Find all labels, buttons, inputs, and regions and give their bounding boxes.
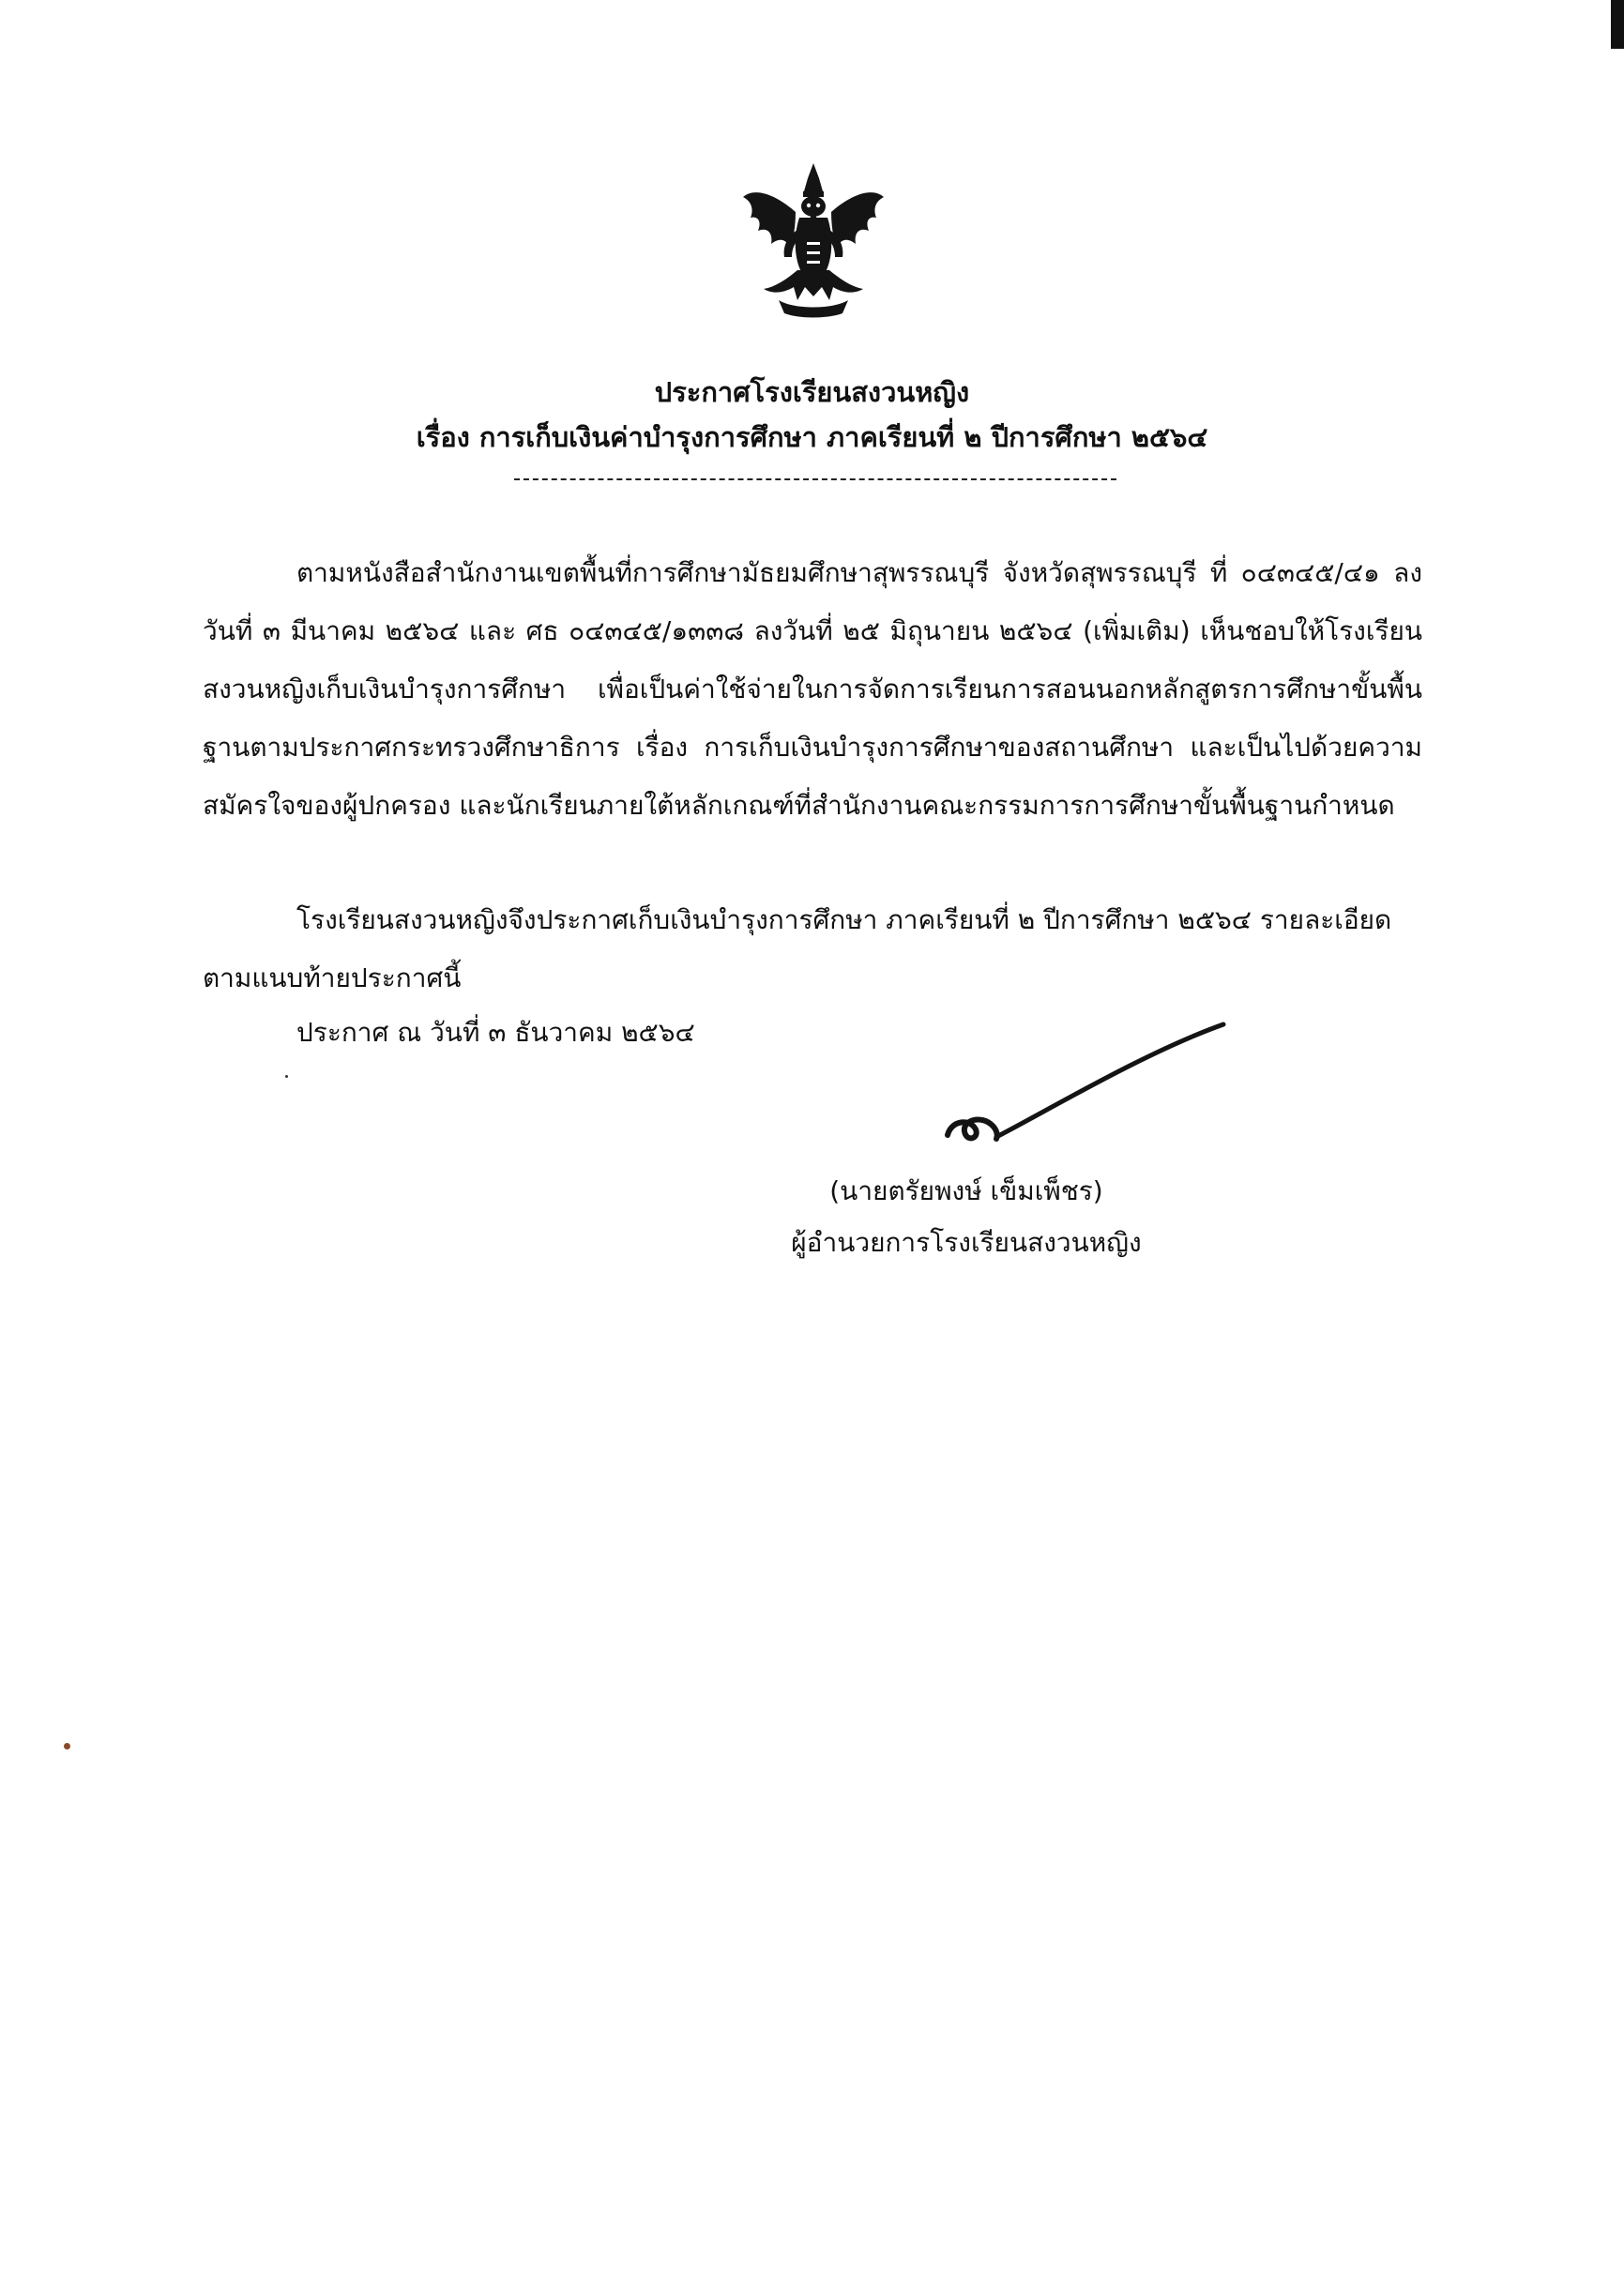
scan-speck [285, 1075, 288, 1078]
announce-date: ประกาศ ณ วันที่ ๓ ธันวาคม ๒๕๖๔ [296, 1017, 695, 1048]
garuda-emblem-icon [737, 159, 889, 321]
scan-edge-mark [1611, 0, 1624, 49]
scan-speck [64, 1743, 70, 1749]
announcement-title: ประกาศโรงเรียนสงวนหญิง [654, 376, 970, 408]
signatory-name: (นายตรัยพงษ์ เข็มเพ็ชร) [829, 1175, 1103, 1206]
body-paragraph-1: ตามหนังสือสำนักงานเขตพื้นที่การศึกษามัธยมศึกษาสุพรรณบุรี จังหวัดสุพรรณบุรี ที่ ๐๔๓๔๕/๔๑ ลงวันที่ ๓ มีนาคม ๒๕๖๔ และ ศธ ๐๔๓๔๕/๑๓๓๘ ลงวันที่ ๒๕ มิถุนายน ๒๕๖๔ (เพิ่มเติม) เห็นชอบให้โรงเรียนสงวนหญิงเก็บเงินบำรุงการศึกษา เพื่อเป็นค่าใช้จ่ายในการจัดการเรียนการสอนนอกหลักสูตรการศึกษาขั้นพื้นฐานตามประกาศกระทรวงศึกษาธิการ เรื่อง การเก็บเงินบำรุงการศึกษาของสถานศึกษา และเป็นไปด้วยความสมัครใจของผู้ปกครอง และนักเรียนภายใต้หลักเกณฑ์ที่สำนักงานคณะกรรมการการศึกษาขั้นพื้นฐานกำหนด [203, 557, 1422, 821]
dashed-divider [514, 478, 1116, 480]
body-paragraph-2: โรงเรียนสงวนหญิงจึงประกาศเก็บเงินบำรุงการศึกษา ภาคเรียนที่ ๒ ปีการศึกษา ๒๕๖๔ รายละเอียดตามแนบท้ายประกาศนี้ [203, 904, 1392, 993]
announcement-subject: เรื่อง การเก็บเงินค่าบำรุงการศึกษา ภาคเรียนที่ ๒ ปีการศึกษา ๒๕๖๔ [416, 421, 1208, 453]
signatory-position: ผู้อำนวยการโรงเรียนสงวนหญิง [791, 1227, 1142, 1258]
handwritten-signature [938, 1015, 1238, 1156]
